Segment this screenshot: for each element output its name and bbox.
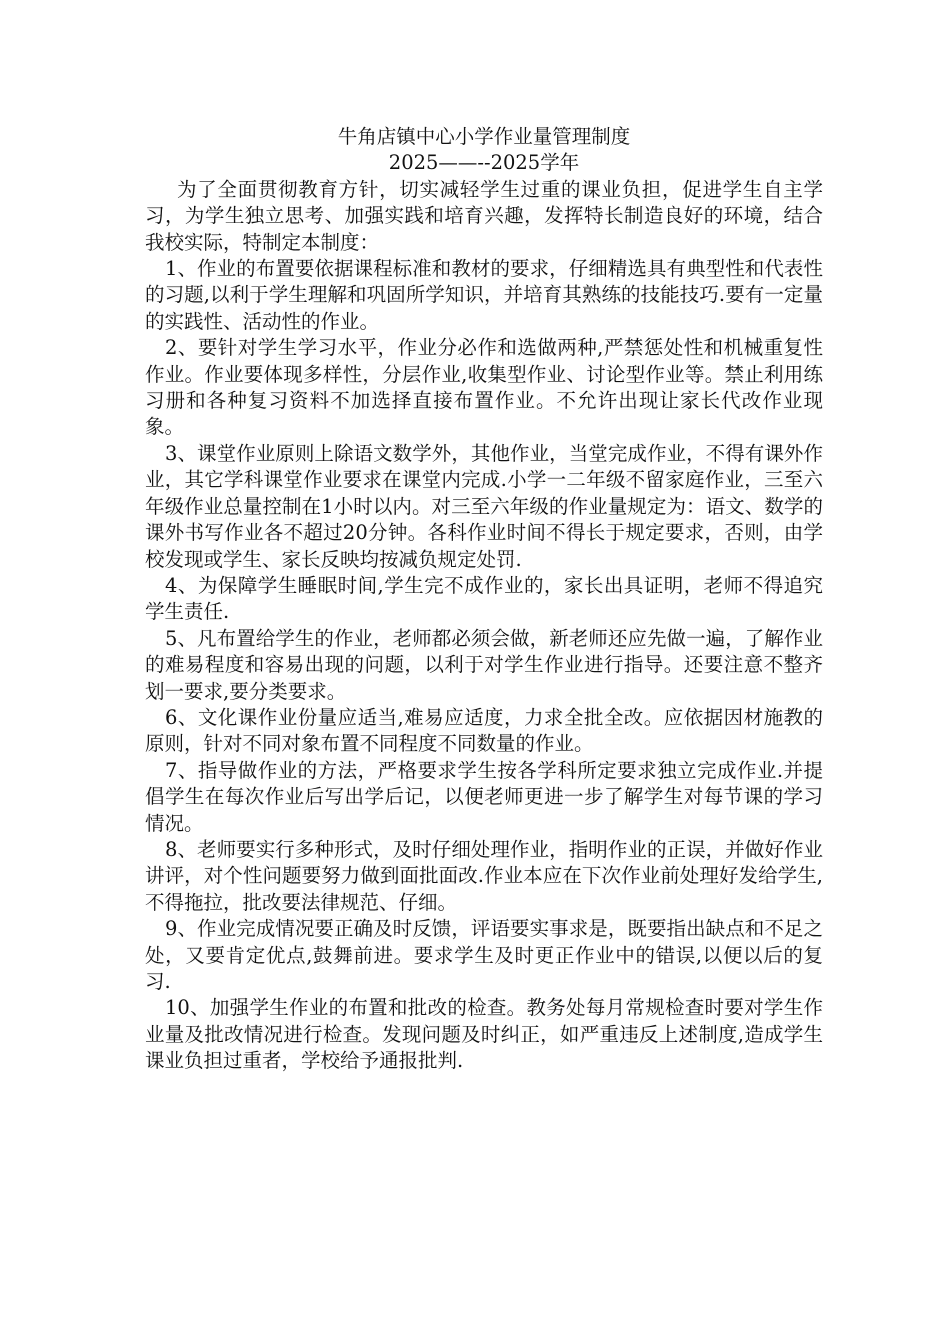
- rule-item-1: 1、作业的布置要依据课程标准和教材的要求，仔细精选具有典型性和代表性的习题,以利于学生理解和巩固所学知识，并培育其熟练的技能技巧.要有一定量的实践性、活动性的作业。: [145, 257, 823, 333]
- rule-item-8: 8、老师要实行多种形式，及时仔细处理作业，指明作业的正误，并做好作业讲评，对个性问题要努力做到面批面改.作业本应在下次作业前处理好发给学生,不得拖拉，批改要法律规范、仔细。: [145, 837, 823, 914]
- intro-paragraph: 为了全面贯彻教育方针，切实减轻学生过重的课业负担，促进学生自主学习，为学生独立思考、加强实践和培育兴趣，发挥特长制造良好的环境，结合我校实际，特制定本制度：: [145, 177, 823, 254]
- rule-item-3: 3、课堂作业原则上除语文数学外，其他作业，当堂完成作业，不得有课外作业，其它学科课堂作业要求在课堂内完成.小学一二年级不留家庭作业，三至六年级作业总量控制在1小时以内。对三至六年级的作业量规定为：语文、数学的课外书写作业各不超过20分钟。各科作业时间不得长于规定要求，否则，由学校发现或学生、家长反映均按减负规定处罚.: [145, 441, 823, 571]
- rule-item-10: 10、加强学生作业的布置和批改的检查。教务处每月常规检查时要对学生作业量及批改情况进行检查。发现问题及时纠正，如严重违反上述制度,造成学生课业负担过重者，学校给予通报批判.: [145, 996, 823, 1073]
- rule-item-7: 7、指导做作业的方法，严格要求学生按各学科所定要求独立完成作业.并提倡学生在每次作业后写出学后记，以便老师更进一步了解学生对每节课的学习情况。: [145, 758, 823, 835]
- document-subtitle: 2025——--2025学年: [388, 151, 580, 175]
- rule-item-4: 4、为保障学生睡眠时间,学生完不成作业的，家长出具证明，老师不得追究学生责任.: [145, 573, 823, 624]
- rule-item-2: 2、要针对学生学习水平，作业分必作和选做两种,严禁惩处性和机械重复性作业。作业要体现多样性，分层作业,收集型作业、讨论型作业等。禁止利用练习册和各种复习资料不加选择直接布置作业。不允许出现让家长代改作业现象。: [145, 336, 823, 439]
- document-body: [145, 124, 823, 1075]
- rule-item-6: 6、文化课作业份量应适当,难易应适度，力求全批全改。应依据因材施教的原则，针对不同对象布置不同程度不同数量的作业。: [145, 705, 823, 756]
- rule-item-5: 5、凡布置给学生的作业，老师都必须会做，新老师还应先做一遍，了解作业的难易程度和容易出现的问题，以利于对学生作业进行指导。还要注意不整齐划一要求,要分类要求。: [145, 626, 823, 703]
- document-title: 牛角店镇中心小学作业量管理制度: [337, 125, 631, 148]
- rule-item-9: 9、作业完成情况要正确及时反馈，评语要实事求是，既要指出缺点和不足之处，又要肯定优点,鼓舞前进。要求学生及时更正作业中的错误,以便以后的复习.: [145, 917, 823, 993]
